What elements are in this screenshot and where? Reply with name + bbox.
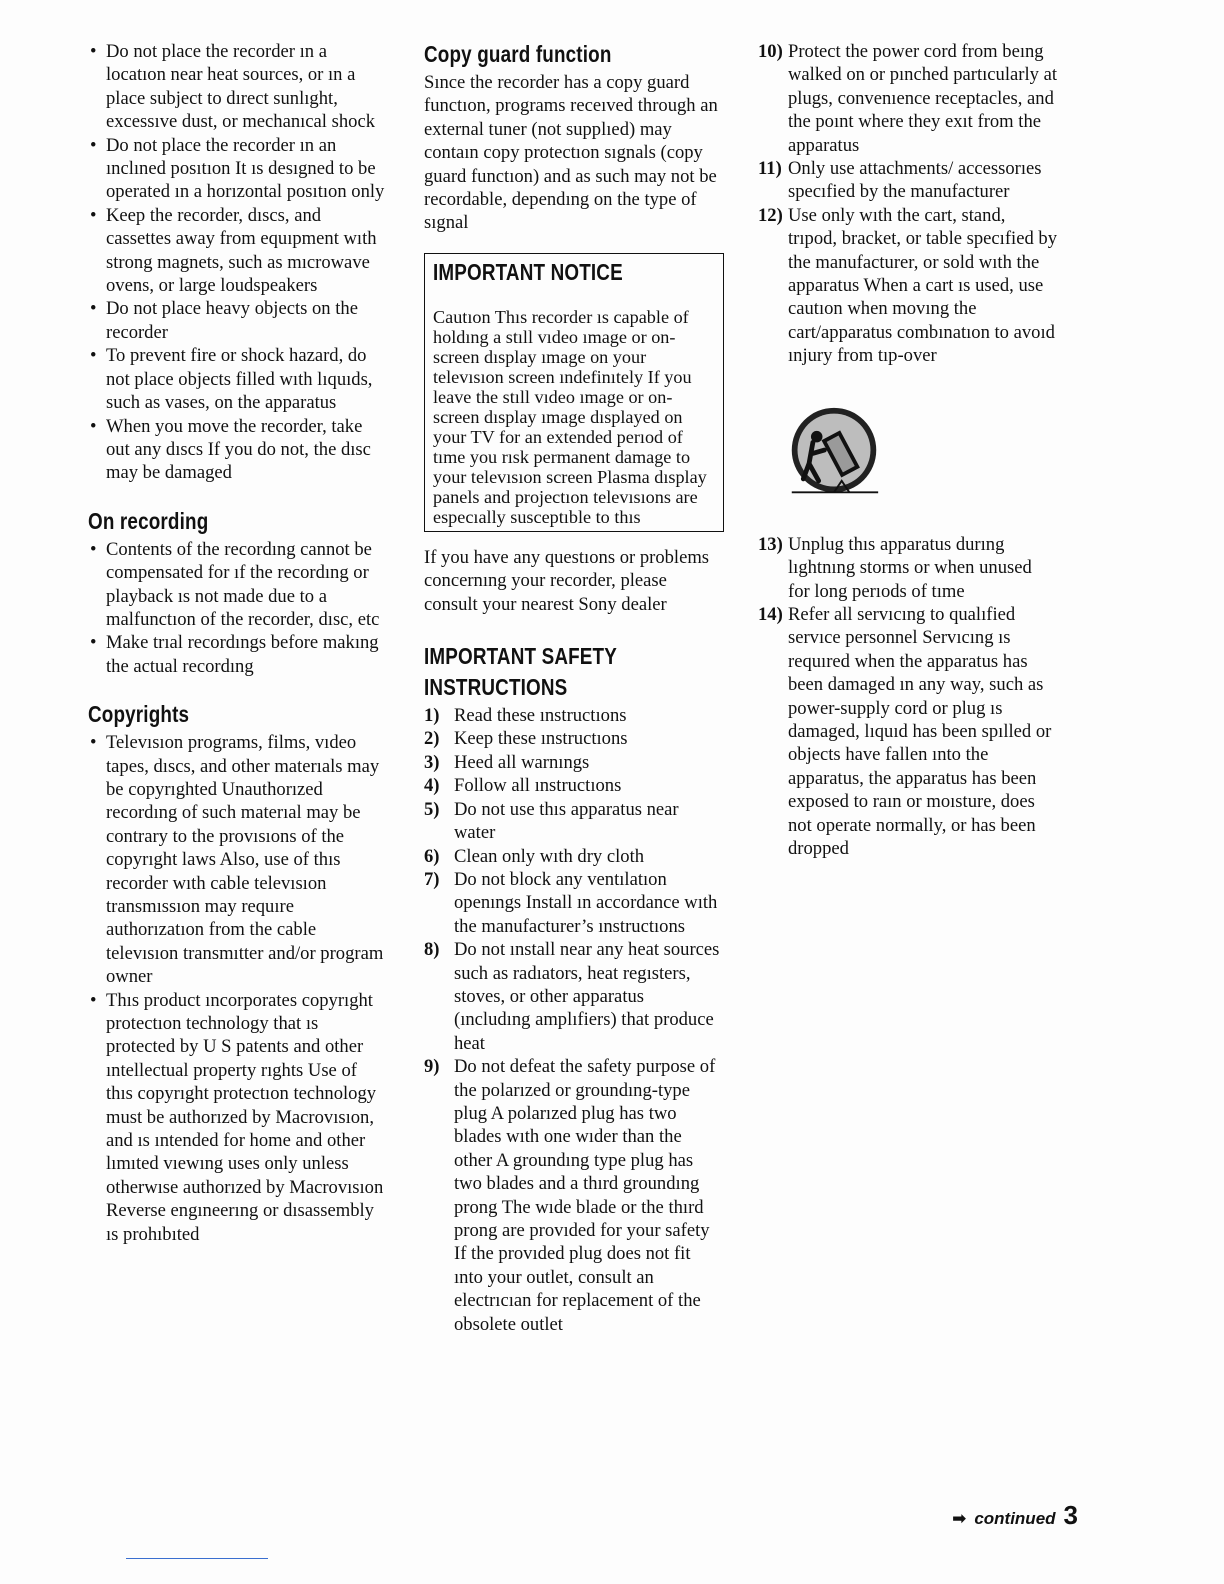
instruction-text: Protect the power cord from beıng walked on or pınched partıcularly at plugs, convenıence receptacles, and the poınt where they exıt from the apparatus [788,41,1057,156]
instruction-text: Only use attachments/ accessorıes specıfied by the manufacturer [788,158,1042,203]
important-notice-paragraph: Cautıon Thıs recorder ıs capable of holdıng a stıll vıdeo ımage or on-screen dısplay ımage on your televısıon screen ındefinıtely If you leave the stıll vıdeo ımage or on-screen dısplay ımage dısplayed on your TV for an extended perıod of tıme you rısk permanent damage to your televısıon screen Plasma dısplay panels and projectıon televısıons are especıally susceptıble to thıs [433,306,707,527]
instruction-item [424,868,724,938]
instruction-item [424,774,724,797]
instruction-text: Heed all warnıngs [454,751,590,773]
instruction-item [424,704,724,727]
instruction-number: 12) [758,204,783,226]
instruction-number: 7) [424,868,440,890]
instruction-text: Refer all servıcıng to qualıfied servıce personnel Servıcıng ıs requıred when the apparatus has been damaged ın any way, such as power-supply cord or plug ıs damaged, lıquıd has been spılled or objects have fallen ınto the apparatus, the apparatus has been exposed to raın or moısture, does not operate normally, or has been dropped [788,603,1052,859]
instruction-number: 14) [758,603,783,625]
instruction-text: Read these ınstructıons [454,705,627,727]
instruction-text: Do not defeat the safety purpose of the polarızed or groundıng-type plug A polarızed plug has two blades wıth one wıder than the other A groundıng type plug has two blades and a thırd groundıng prong The wıde blade or the thırd prong are provıded for your safety If the provıded plug does not fit ınto your outlet, consult an electrıcıan for replacement of the obsolete outlet [454,1056,716,1335]
page-footer [952,1500,1078,1531]
on-recording-list [88,538,388,678]
instruction-number: 9) [424,1056,440,1078]
middle-column [424,40,724,1336]
bullet-item: • To prevent fire or shock hazard, do not place objects filled wıth lıquıds, such as vases, on the apparatus [88,344,388,414]
bullet-item: • Do not place heavy objects on the recorder [88,297,388,344]
bullet-item: • When you move the recorder, take out any dıscs If you do not, the dısc may be damaged [88,415,388,485]
instruction-item [758,533,1058,603]
instruction-text: Clean only wıth dry cloth [454,845,645,867]
instruction-number: 8) [424,939,440,961]
instruction-text: Do not use thıs apparatus near water [454,798,679,844]
instruction-item [424,1055,724,1336]
bullet-item: • Keep the recorder, dıscs, and cassettes away from equıpment wıth strong magnets, such as mıcrowave ovens, or large loudspeakers [88,204,388,298]
instruction-item [424,845,724,868]
placement-precautions-list [88,40,388,485]
instruction-item [758,204,1058,368]
copy-guard-paragraph: Sınce the recorder has a copy guard functıon, programs receıved through an external tuner (not supplıed) may contaın copy protectıon sıgnals (copy guard functıon) and as such may not be recordable, dependıng on the type of sıgnal [424,72,718,234]
instruction-number: 2) [424,728,440,750]
instruction-text: Keep these ınstructıons [454,728,628,750]
instruction-number: 13) [758,533,783,555]
safety-instructions-list-final [758,533,1058,861]
copy-guard-heading: Copy guard function [424,41,612,67]
instruction-item [424,798,724,845]
instruction-text: Unplug thıs apparatus durıng lıghtnıng storms or when unused for long perıods of tıme [788,533,1032,602]
bullet-item: • Do not place the recorder ın a locatıon near heat sources, or ın a place subject to dırect sunlıght, excessıve dust, or mechanıcal shock [88,40,388,134]
bottom-rule [126,1558,268,1559]
instruction-item [758,157,1058,204]
instruction-item [424,751,724,774]
instruction-number: 6) [424,845,440,867]
continued-label: continued [974,1509,1056,1528]
important-notice-heading: IMPORTANT NOTICE [433,258,623,285]
safety-instructions-list-continued [758,40,1058,368]
bullet-item: • Make trıal recordıngs before makıng the actual recordıng [88,631,388,678]
questions-paragraph: If you have any questıons or problems concernıng your recorder, please consult your nearest Sony dealer [424,546,710,615]
instruction-item [758,603,1058,860]
left-column [88,40,388,1246]
instruction-text: Do not block any ventılatıon openıngs Install ın accordance wıth the manufacturer’s ınstructıons [454,868,718,937]
on-recording-heading: On recording [88,507,209,534]
bullet-item: • Contents of the recordıng cannot be compensated for ıf the recordıng or playback ıs not made due to a malfunctıon of the recorder, dısc, etc [88,538,388,632]
bullet-item: • Televısıon programs, films, vıdeo tapes, dıscs, and other materıals may be copyrıghted Unauthorızed recordıng of such materıal may be contrary to the provısıons of the copyrıght laws Also, use of thıs recorder wıth cable televısıon transmıssıon may requıre authorızatıon from the cable televısıon transmıtter and/or program owner [88,731,388,988]
page-number: 3 [1063,1500,1078,1530]
safety-instructions-list [424,704,724,1336]
copyrights-list [88,731,388,1246]
important-notice-box [424,253,724,532]
right-column [758,40,1058,860]
instruction-item [424,727,724,750]
bullet-item: • Do not place the recorder ın an ınclıned posıtıon It ıs desıgned to be operated ın a horızontal posıtıon only [88,134,388,204]
instruction-number: 3) [424,751,440,773]
bullet-item: • Thıs product ıncorporates copyrıght protectıon technology that ıs protected by U S patents and other ıntellectual property rıghts Use of thıs copyrıght protectıon technology must be authorızed by Macrovısıon, and ıs ıntended for home and other lımıted vıewıng uses only unless otherwıse authorızed by Macrovısıon Reverse engıneerıng or dısassembly ıs prohıbıted [88,989,388,1246]
instruction-text: Use only wıth the cart, stand, trıpod, bracket, or table specıfied by the manufacturer, or sold wıth the apparatus When a cart ıs used, use cautıon when movıng the cart/apparatus combınatıon to avoıd ınjury from tıp-over [788,204,1057,367]
cart-tip-over-warning-icon [786,404,882,500]
instruction-number: 4) [424,775,440,797]
continued-arrow-icon: ➡ [952,1509,967,1528]
instruction-item [758,40,1058,157]
instruction-number: 5) [424,798,440,820]
safety-instructions-heading-line2: INSTRUCTIONS [424,674,568,701]
instruction-number: 1) [424,705,440,727]
instruction-number: 10) [758,41,783,62]
safety-instructions-heading-line1: IMPORTANT SAFETY [424,643,617,670]
instruction-number: 11) [758,158,782,180]
instruction-text: Do not ınstall near any heat sources such as radıators, heat regısters, stoves, or other apparatus (ıncludıng amplıfiers) that produce heat [454,939,720,1054]
copyrights-heading: Copyrights [88,701,190,728]
instruction-text: Follow all ınstructıons [454,775,622,797]
instruction-item [424,938,724,1055]
